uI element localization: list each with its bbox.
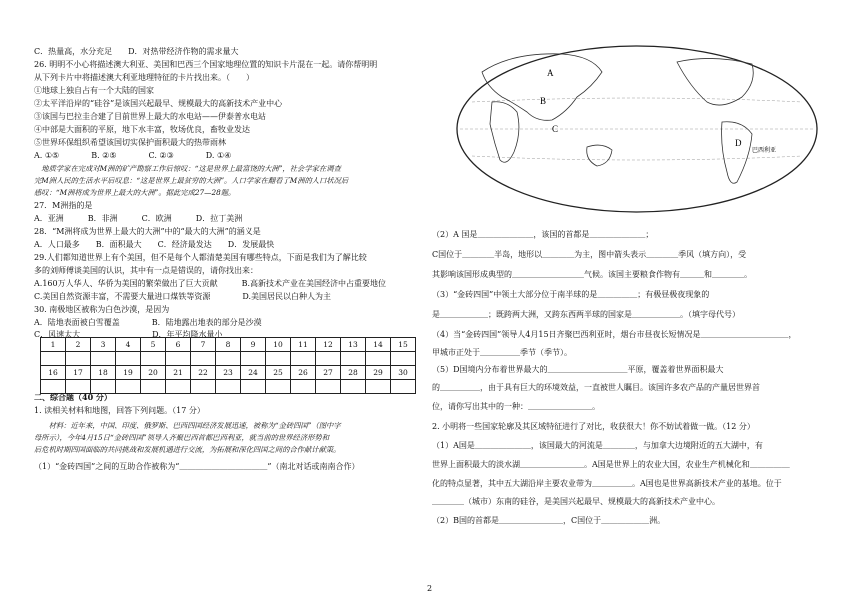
table-cell: 29	[366, 366, 391, 380]
table-cell: 20	[141, 366, 166, 380]
passage-line: 感叹：“M洲将成为世界上最大的大洲”。据此完成27—28题。	[34, 188, 236, 197]
table-cell: 3	[91, 338, 116, 352]
option-line: A．陆地表面被白雪覆盖 B．陆地露出地表的部分是沙漠	[34, 318, 262, 327]
question-1-5: （5）D国境内分布着世界最大的＿＿＿＿＿＿＿＿＿＿平原，覆盖着世界面积最大	[432, 365, 724, 374]
question-1-3: （3）“金砖四国”中领土大部分位于南半球的是＿＿＿＿＿；有极昼极夜现象的	[432, 290, 710, 299]
answer-table	[40, 337, 416, 394]
eurasia-outline	[482, 54, 602, 121]
table-cell: 21	[166, 366, 191, 380]
table-cell: 14	[366, 338, 391, 352]
table-cell: 23	[216, 366, 241, 380]
table-cell: 8	[216, 338, 241, 352]
question-2: 2. 小明将一些国家轮廓及其区域特征进行了对比，收获很大！你不妨试着做一做。（12 分）	[432, 422, 755, 431]
table-cell: 28	[341, 366, 366, 380]
passage-line: 地质学家在完成对M洲的矿产勘察工作后惊叹：“这是世界上最富饶的大洲”，社会学家在调查	[34, 164, 341, 173]
material-line: 材料：近年来，中国、印度、俄罗斯、巴西四国经济发展迅速，被称为“金砖四国”（图中字	[34, 421, 341, 430]
table-cell: 10	[266, 338, 291, 352]
table-cell: 11	[291, 338, 316, 352]
table-cell: 24	[241, 366, 266, 380]
table-cell: 22	[191, 366, 216, 380]
text-line: 化的特点显著，其中五大湖沿岸主要农业带为＿＿＿＿＿。A国也是世界高新技术产业的基地。位于	[432, 479, 782, 488]
map-label-c: C	[552, 124, 559, 134]
table-cell: 13	[341, 338, 366, 352]
text-line: 世界上面积最大的淡水湖＿＿＿＿＿＿＿＿。A国是世界上的农业大国，农业生产机械化和＿＿＿＿＿	[432, 460, 790, 469]
question-30: 30. 南极地区被称为白色沙漠，是因为	[34, 305, 170, 314]
question-1-2: （2）A 国是＿＿＿＿＿＿＿，该国的首都是＿＿＿＿＿＿＿；	[432, 230, 654, 239]
option-line: ①地球上独自占有一个大陆的国家	[34, 86, 154, 95]
text-line: 位，请你写出其中的一种：＿＿＿＿＿＿＿＿。	[432, 402, 600, 411]
answer-choices: A. ①⑤ B. ②⑤ C. ②③ D. ①④	[34, 151, 232, 160]
question-29: 29.人们都知道世界上有个美国，但不是每个人都清楚美国有哪些特点，下面是我们为了解比较	[34, 253, 367, 262]
world-map	[452, 42, 822, 216]
material-line: 后危机时期四国面临的共同挑战和发展机遇进行交流，为拓展和深化四国之间的合作献计献策。	[34, 445, 341, 454]
text-line: 是＿＿＿＿＿＿；既跨两大洲，又跨东西两半球的国家是＿＿＿＿＿＿。（填字母代号）	[432, 310, 740, 319]
page-number: 2	[427, 584, 433, 593]
africa-outline	[490, 102, 519, 163]
map-label-b: B	[540, 96, 547, 106]
text-line: 的＿＿＿＿＿，由于具有巨大的环境效益，一直被世人瞩目。该国许多农产品的产量居世界首	[432, 383, 760, 392]
question-1-1: （1）“金砖四国”之间的互助合作被称为“＿＿＿＿＿＿＿＿＿＿＿”（南北对话或南南合作）	[34, 462, 360, 471]
section-title: 二、综合题（40 分）	[34, 392, 112, 402]
question-27: 27．M洲指的是	[34, 201, 93, 210]
continent-outlines	[482, 54, 753, 183]
table-row	[41, 352, 416, 366]
table-cell: 2	[66, 338, 91, 352]
option-line: ④中部是大面积的平原，地下水丰富，牧场优良，畜牧业发达	[34, 125, 250, 134]
table-cell: 18	[91, 366, 116, 380]
text-line: 多的刘师傅谈美国的认识，其中有一点是错误的，请你找出来：	[34, 266, 258, 275]
table-cell: 19	[116, 366, 141, 380]
question-2-2: （2）B国的首都是＿＿＿＿＿＿＿＿，C国位于＿＿＿＿＿＿洲。	[432, 516, 666, 525]
passage-line: 完M洲人民的生活水平后叹息：“这是世界上最贫穷的大洲”。人口学家在翻看了M洲的人口状况后	[34, 176, 349, 185]
question-28: 28．“M洲将成为世界上最大的大洲”中的“最大的大洲”的涵义是	[34, 227, 261, 236]
question-1-4: （4）当“金砖四国”领导人4月15日齐聚巴西利亚时，烟台市昼夜长短情况是＿＿＿＿＿＿＿＿＿＿＿，	[432, 330, 797, 339]
answer-choices: A．人口最多 B．面积最大 C．经济最发达 D．发展最快	[34, 240, 275, 249]
text-line: C．热量高，水分充足 D．对热带经济作物的需求量大	[34, 47, 239, 56]
table-cell: 15	[391, 338, 416, 352]
option-line: A.160万人华人、华侨为美国的繁荣做出了巨大贡献 B.高新技术产业在美国经济中占重要地位	[34, 279, 387, 288]
map-label-a: A	[547, 68, 554, 78]
table-cell: 7	[191, 338, 216, 352]
question-1: 1. 读相关材料和地图，回答下列问题。（17 分）	[34, 406, 205, 415]
text-line: ＿＿＿＿（城市）东南的硅谷，是美国兴起最早、规模最大的高新技术产业中心。	[432, 497, 720, 506]
question-26: 26. 明明不小心将描述澳大利亚、美国和巴西三个国家地理位置的知识卡片混在一起。请你帮明明	[34, 60, 378, 69]
option-line: ③该国与巴拉圭合建了目前世界上最大的水电站——伊泰普水电站	[34, 112, 266, 121]
table-cell: 30	[391, 366, 416, 380]
tropic-line	[472, 156, 802, 160]
table-cell: 27	[316, 366, 341, 380]
option-line: C．风速太大 D．年平均降水量小	[34, 330, 223, 339]
material-line: 母所示），今年4月15日“金砖四国”领导人齐聚巴西首都巴西利亚，就当前的世界经济形势和	[34, 433, 330, 442]
south-america-outline	[722, 122, 752, 184]
text-line: 甲城市正处于＿＿＿＿＿季节（季节）。	[432, 348, 572, 357]
table-cell: 4	[116, 338, 141, 352]
table-cell: 16	[41, 366, 66, 380]
text-line: 从下列卡片中将描述澳大利亚地理特征的卡片找出来。（ ）	[34, 73, 254, 82]
north-america-outline	[677, 58, 753, 105]
table-cell: 5	[141, 338, 166, 352]
question-2-1: （1）A国是＿＿＿＿＿＿＿，该国最大的河流是＿＿＿＿，与加拿大边境附近的五大湖中，有	[432, 441, 763, 450]
table-row	[41, 366, 416, 380]
table-cell: 25	[266, 366, 291, 380]
option-line: ②太平洋沿岸的“硅谷”是该国兴起最早、规模最大的高新技术产业中心	[34, 99, 283, 108]
australia-outline	[587, 145, 612, 166]
table-cell: 6	[166, 338, 191, 352]
tropic-line	[472, 98, 802, 102]
table-row	[41, 338, 416, 352]
option-line: C.美国自然资源丰富，不需要大量进口煤铁等资源 D.美国居民以白种人为主	[34, 292, 332, 301]
map-label-d: D	[735, 138, 742, 148]
table-cell: 1	[41, 338, 66, 352]
table-cell: 9	[241, 338, 266, 352]
table-cell: 12	[316, 338, 341, 352]
map-label-brasilia: 巴西利亚	[752, 148, 777, 154]
table-cell: 26	[291, 366, 316, 380]
option-line: ⑤世界环保组织希望该国切实保护面积最大的热带雨林	[34, 138, 226, 147]
text-line: 其影响该国形成典型的＿＿＿＿＿＿＿＿＿气候。该国主要粮食作物有＿＿＿和＿＿＿＿。	[432, 270, 752, 279]
table-cell: 17	[66, 366, 91, 380]
text-line: C国位于＿＿＿＿半岛，地形以＿＿＿＿为主，图中箭头表示＿＿＿＿季风（填方向），受	[432, 250, 747, 259]
answer-choices: A．亚洲 B．非洲 C．欧洲 D．拉丁美洲	[34, 214, 243, 223]
